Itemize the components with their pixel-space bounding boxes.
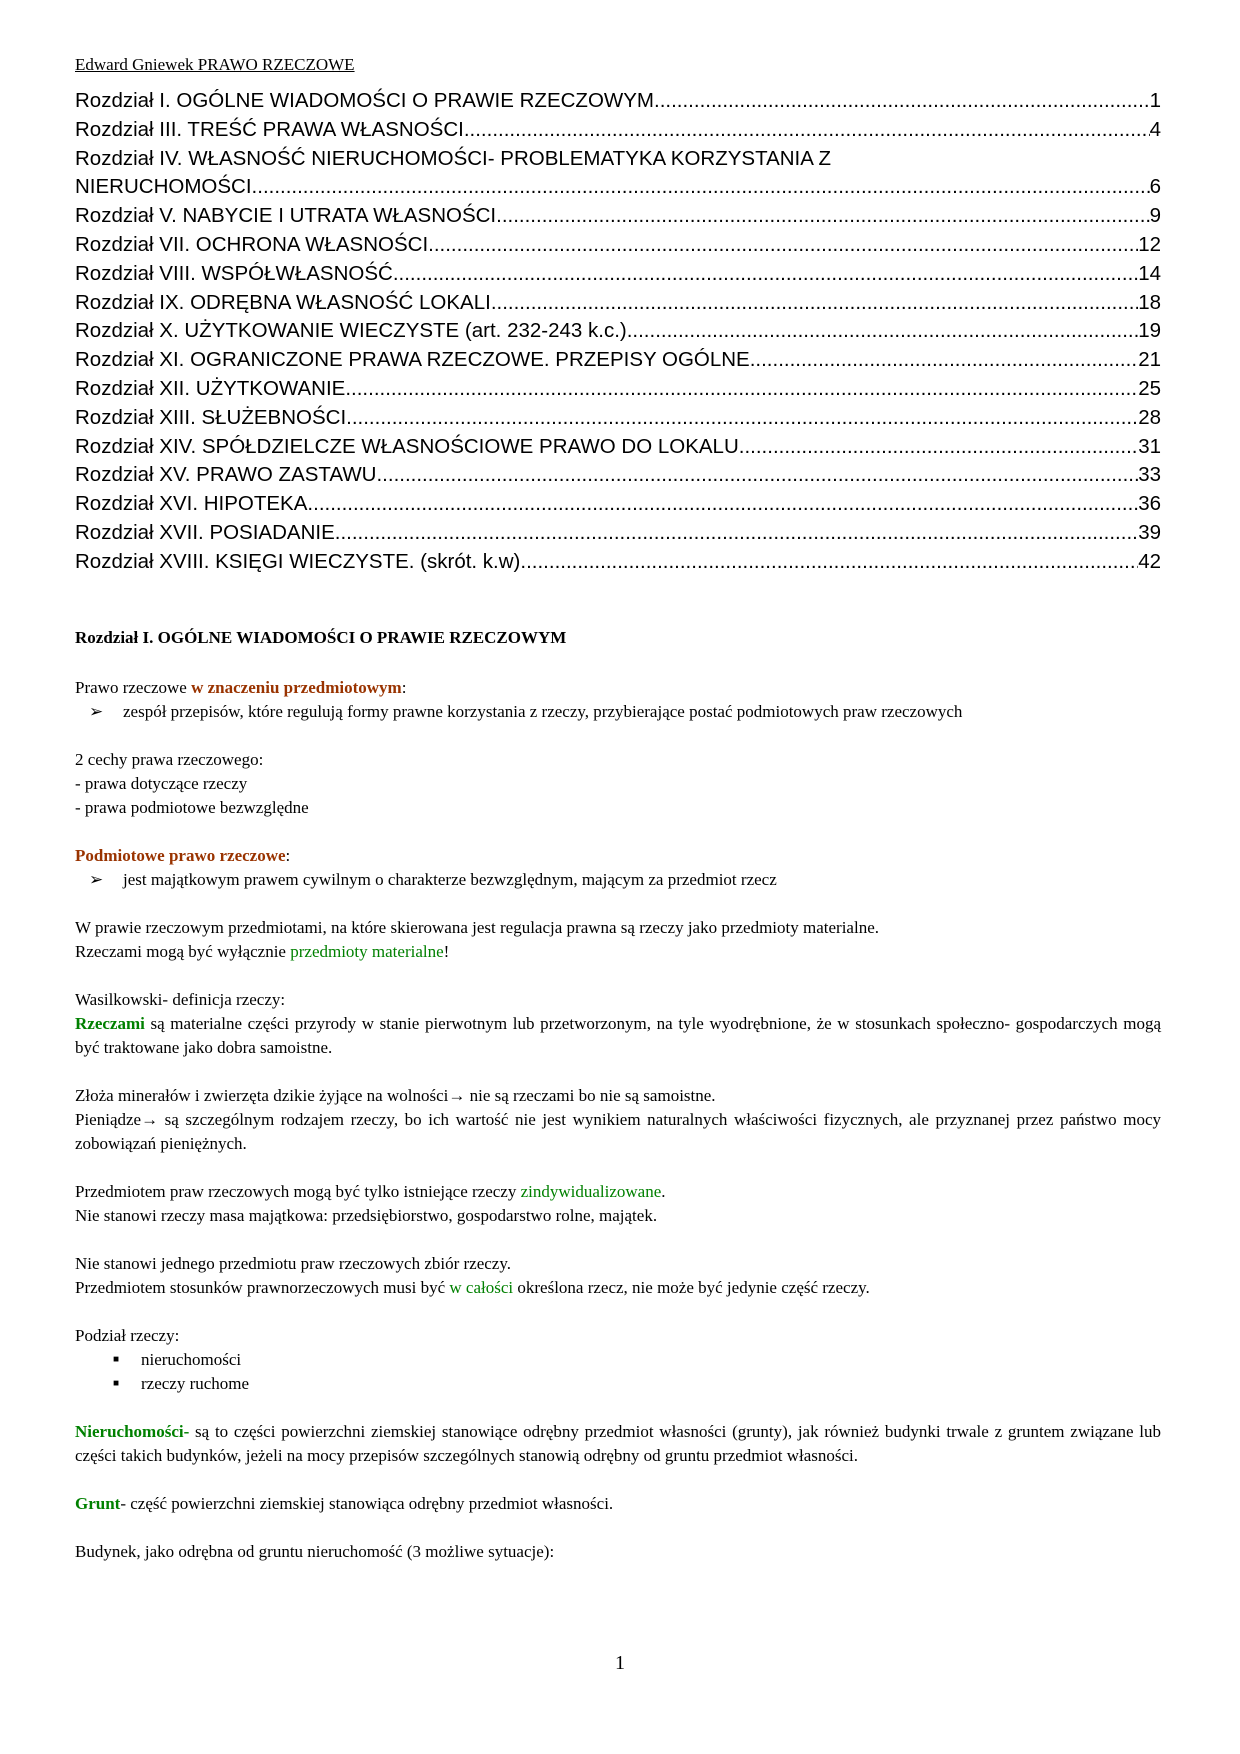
document-page bbox=[75, 55, 1161, 1564]
paragraph: Nieruchomości- są to części powierzchni ziemskiej stanowiące odrębny przedmiot własności (grunty), jak również budynki trwale z gruntem związane lub części takich budynków, jeżeli na mocy przepisów szczególnych stanowią odrębny od gruntu przedmiot własności. bbox=[75, 1421, 1161, 1465]
toc-entry-label: Rozdział III. TREŚĆ PRAWA WŁASNOŚCI bbox=[75, 117, 464, 141]
toc-entry-page: 28 bbox=[1138, 405, 1161, 429]
toc-entry-page: 42 bbox=[1138, 549, 1161, 573]
chapter-body bbox=[75, 626, 1161, 1564]
toc-entry[interactable] bbox=[75, 433, 1161, 462]
page-number: 1 bbox=[615, 1652, 625, 1674]
toc-entry-label: Rozdział XII. UŻYTKOWANIE bbox=[75, 376, 346, 400]
toc-entry[interactable] bbox=[75, 231, 1161, 260]
paragraph: Złoża minerałów i zwierzęta dzikie żyjące na wolności→ nie są rzeczami bo nie są samoistne. bbox=[75, 1085, 716, 1105]
toc-leader bbox=[346, 404, 1138, 433]
arrow-right-icon: → bbox=[448, 1085, 466, 1105]
square-bullet-icon: ■ bbox=[113, 1377, 120, 1389]
list-item: ➢ jest majątkowym prawem cywilnym o charakterze bezwzględnym, mającym za przedmiot rzecz bbox=[75, 868, 1161, 892]
toc-leader bbox=[491, 289, 1138, 318]
square-bullet-icon: ■ bbox=[113, 1353, 120, 1365]
chapter-heading: Rozdział I. OGÓLNE WIADOMOŚCI O PRAWIE RZECZOWYM bbox=[75, 627, 567, 647]
toc-entry[interactable] bbox=[75, 87, 1161, 116]
toc-entry-label: Rozdział X. UŻYTKOWANIE WIECZYSTE (art. 232-243 k.c.) bbox=[75, 319, 627, 343]
highlight-term: przedmioty materialne bbox=[290, 941, 444, 961]
toc-leader bbox=[496, 202, 1149, 231]
paragraph: Prawo rzeczowe w znaczeniu przedmiotowym: bbox=[75, 677, 407, 697]
paragraph: Nie stanowi rzeczy masa majątkowa: przedsiębiorstwo, gospodarstwo rolne, majątek. bbox=[75, 1205, 658, 1225]
toc-entry-label: Rozdział I. OGÓLNE WIADOMOŚCI O PRAWIE RZECZOWYM bbox=[75, 89, 654, 112]
paragraph: Rzeczami mogą być wyłącznie przedmioty materialne! bbox=[75, 941, 450, 961]
document-header-title: Edward Gniewek PRAWO RZECZOWE bbox=[75, 55, 355, 74]
paragraph: Przedmiotem praw rzeczowych mogą być tylko istniejące rzeczy zindywidualizowane. bbox=[75, 1181, 666, 1201]
list-item: ➢ zespół przepisów, które regulują formy prawne korzystania z rzeczy, przybierające postać podmiotowych praw rzeczowych bbox=[75, 700, 1161, 724]
toc-entry[interactable] bbox=[75, 346, 1161, 375]
toc-entry-page: 25 bbox=[1138, 376, 1161, 400]
paragraph: Rzeczami są materialne części przyrody w stanie pierwotnym lub przetworzonym, na tyle wyodrębnione, że w stosunkach społeczno- gospodarczych mogą być traktowane jako dobra samoistne. bbox=[75, 1013, 1161, 1057]
toc-entry-label: Rozdział VII. OCHRONA WŁASNOŚCI bbox=[75, 232, 429, 256]
toc-entry-page: 12 bbox=[1138, 232, 1161, 256]
highlight-term: Grunt bbox=[75, 1493, 121, 1513]
toc-leader bbox=[393, 260, 1138, 289]
toc-entry-label: Rozdział XIV. SPÓŁDZIELCZE WŁASNOŚCIOWE PRAWO DO LOKALU bbox=[75, 434, 739, 458]
paragraph: Podmiotowe prawo rzeczowe: bbox=[75, 845, 291, 865]
toc-leader bbox=[252, 173, 1150, 202]
highlight-term: w znaczeniu przedmiotowym bbox=[191, 677, 402, 697]
toc-leader bbox=[376, 461, 1138, 490]
toc-entry-page: 21 bbox=[1138, 348, 1161, 372]
toc-entry-page: 19 bbox=[1138, 319, 1161, 343]
toc-entry-page: 14 bbox=[1138, 261, 1161, 285]
toc-leader bbox=[739, 433, 1138, 462]
toc-entry[interactable] bbox=[75, 548, 1161, 577]
toc-entry-page: 1 bbox=[1149, 89, 1161, 112]
highlight-term: Podmiotowe prawo rzeczowe bbox=[75, 845, 286, 865]
toc-leader bbox=[750, 346, 1138, 375]
toc-leader bbox=[520, 548, 1138, 577]
highlight-term: Nieruchomości- bbox=[75, 1421, 190, 1441]
toc-entry[interactable] bbox=[75, 202, 1161, 231]
paragraph: Budynek, jako odrębna od gruntu nieruchomość (3 możliwe sytuacje): bbox=[75, 1541, 555, 1561]
toc-entry[interactable] bbox=[75, 145, 1161, 203]
highlight-term: Rzeczami bbox=[75, 1013, 145, 1033]
toc-entry[interactable] bbox=[75, 519, 1161, 548]
toc-entry[interactable] bbox=[75, 375, 1161, 404]
toc-leader bbox=[654, 87, 1150, 116]
toc-entry[interactable] bbox=[75, 317, 1161, 346]
paragraph: Podział rzeczy: bbox=[75, 1325, 180, 1345]
paragraph: Pieniądze→ są szczególnym rodzajem rzeczy, bo ich wartość nie jest wynikiem naturalnych właściwości fizycznych, ale przyznanej przez państwo mocy zobowiązań pieniężnych. bbox=[75, 1109, 1161, 1153]
paragraph: W prawie rzeczowym przedmiotami, na które skierowana jest regulacja prawna są rzeczy jako przedmioty materialne. bbox=[75, 917, 879, 937]
paragraph: - prawa podmiotowe bezwzględne bbox=[75, 797, 309, 817]
toc-entry-label: Rozdział XIII. SŁUŻEBNOŚCI bbox=[75, 405, 347, 429]
list-item: ■ nieruchomości bbox=[75, 1348, 1161, 1372]
highlight-term: zindywidualizowane bbox=[520, 1181, 662, 1201]
toc-leader bbox=[307, 490, 1138, 519]
toc-entry-page: 18 bbox=[1138, 290, 1161, 314]
toc-entry[interactable] bbox=[75, 490, 1161, 519]
toc-entry-label: Rozdział V. NABYCIE I UTRATA WŁASNOŚCI bbox=[75, 204, 497, 228]
toc-entry-page: 36 bbox=[1138, 492, 1161, 516]
toc-entry-label: Rozdział IV. WŁASNOŚĆ NIERUCHOMOŚCI- PROBLEMATYKA KORZYSTANIA Z bbox=[75, 146, 831, 170]
toc-entry-label: Rozdział XV. PRAWO ZASTAWU bbox=[75, 463, 377, 487]
toc-entry-page: 4 bbox=[1149, 117, 1161, 141]
toc-entry-page: 39 bbox=[1138, 520, 1161, 544]
toc-entry-page: 33 bbox=[1138, 463, 1161, 487]
paragraph: Grunt- część powierzchni ziemskiej stanowiąca odrębny przedmiot własności. bbox=[75, 1493, 614, 1513]
paragraph: - prawa dotyczące rzeczy bbox=[75, 773, 248, 793]
toc-entry-label: Rozdział IX. ODRĘBNA WŁASNOŚĆ LOKALI bbox=[75, 290, 491, 314]
paragraph: Wasilkowski- definicja rzeczy: bbox=[75, 989, 286, 1009]
toc-leader bbox=[345, 375, 1138, 404]
paragraph: Przedmiotem stosunków prawnorzeczowych musi być w całości określona rzecz, nie może być jedynie część rzeczy. bbox=[75, 1277, 870, 1297]
paragraph: Nie stanowi jednego przedmiotu praw rzeczowych zbiór rzeczy. bbox=[75, 1253, 511, 1273]
arrow-right-icon: → bbox=[141, 1109, 159, 1129]
toc-leader bbox=[464, 116, 1150, 145]
toc-entry[interactable] bbox=[75, 461, 1161, 490]
toc-entry-page: 9 bbox=[1149, 204, 1161, 228]
arrow-bullet-icon: ➢ bbox=[89, 869, 104, 889]
arrow-bullet-icon: ➢ bbox=[89, 701, 104, 721]
toc-entry[interactable] bbox=[75, 289, 1161, 318]
toc-leader bbox=[428, 231, 1138, 260]
toc-entry-label: Rozdział XI. OGRANICZONE PRAWA RZECZOWE. PRZEPISY OGÓLNE bbox=[75, 348, 750, 372]
toc-leader bbox=[627, 317, 1138, 346]
list-item: ■ rzeczy ruchome bbox=[75, 1372, 1161, 1396]
toc-entry-label: Rozdział XVIII. KSIĘGI WIECZYSTE. (skrót. k.w) bbox=[75, 549, 521, 573]
toc-entry-label: Rozdział XVI. HIPOTEKA bbox=[75, 492, 308, 516]
toc-entry[interactable] bbox=[75, 404, 1161, 433]
highlight-term: w całości bbox=[449, 1277, 514, 1297]
table-of-contents bbox=[75, 87, 1161, 577]
toc-entry-label-continued: NIERUCHOMOŚCI bbox=[75, 175, 252, 199]
paragraph: 2 cechy prawa rzeczowego: bbox=[75, 749, 264, 769]
toc-leader bbox=[335, 519, 1138, 548]
toc-entry[interactable] bbox=[75, 260, 1161, 289]
toc-entry[interactable] bbox=[75, 116, 1161, 145]
toc-entry-page: 31 bbox=[1138, 434, 1161, 458]
toc-entry-label: Rozdział VIII. WSPÓŁWŁASNOŚĆ bbox=[75, 261, 393, 285]
toc-entry-label: Rozdział XVII. POSIADANIE bbox=[75, 520, 335, 544]
toc-entry-page: 6 bbox=[1149, 175, 1161, 199]
